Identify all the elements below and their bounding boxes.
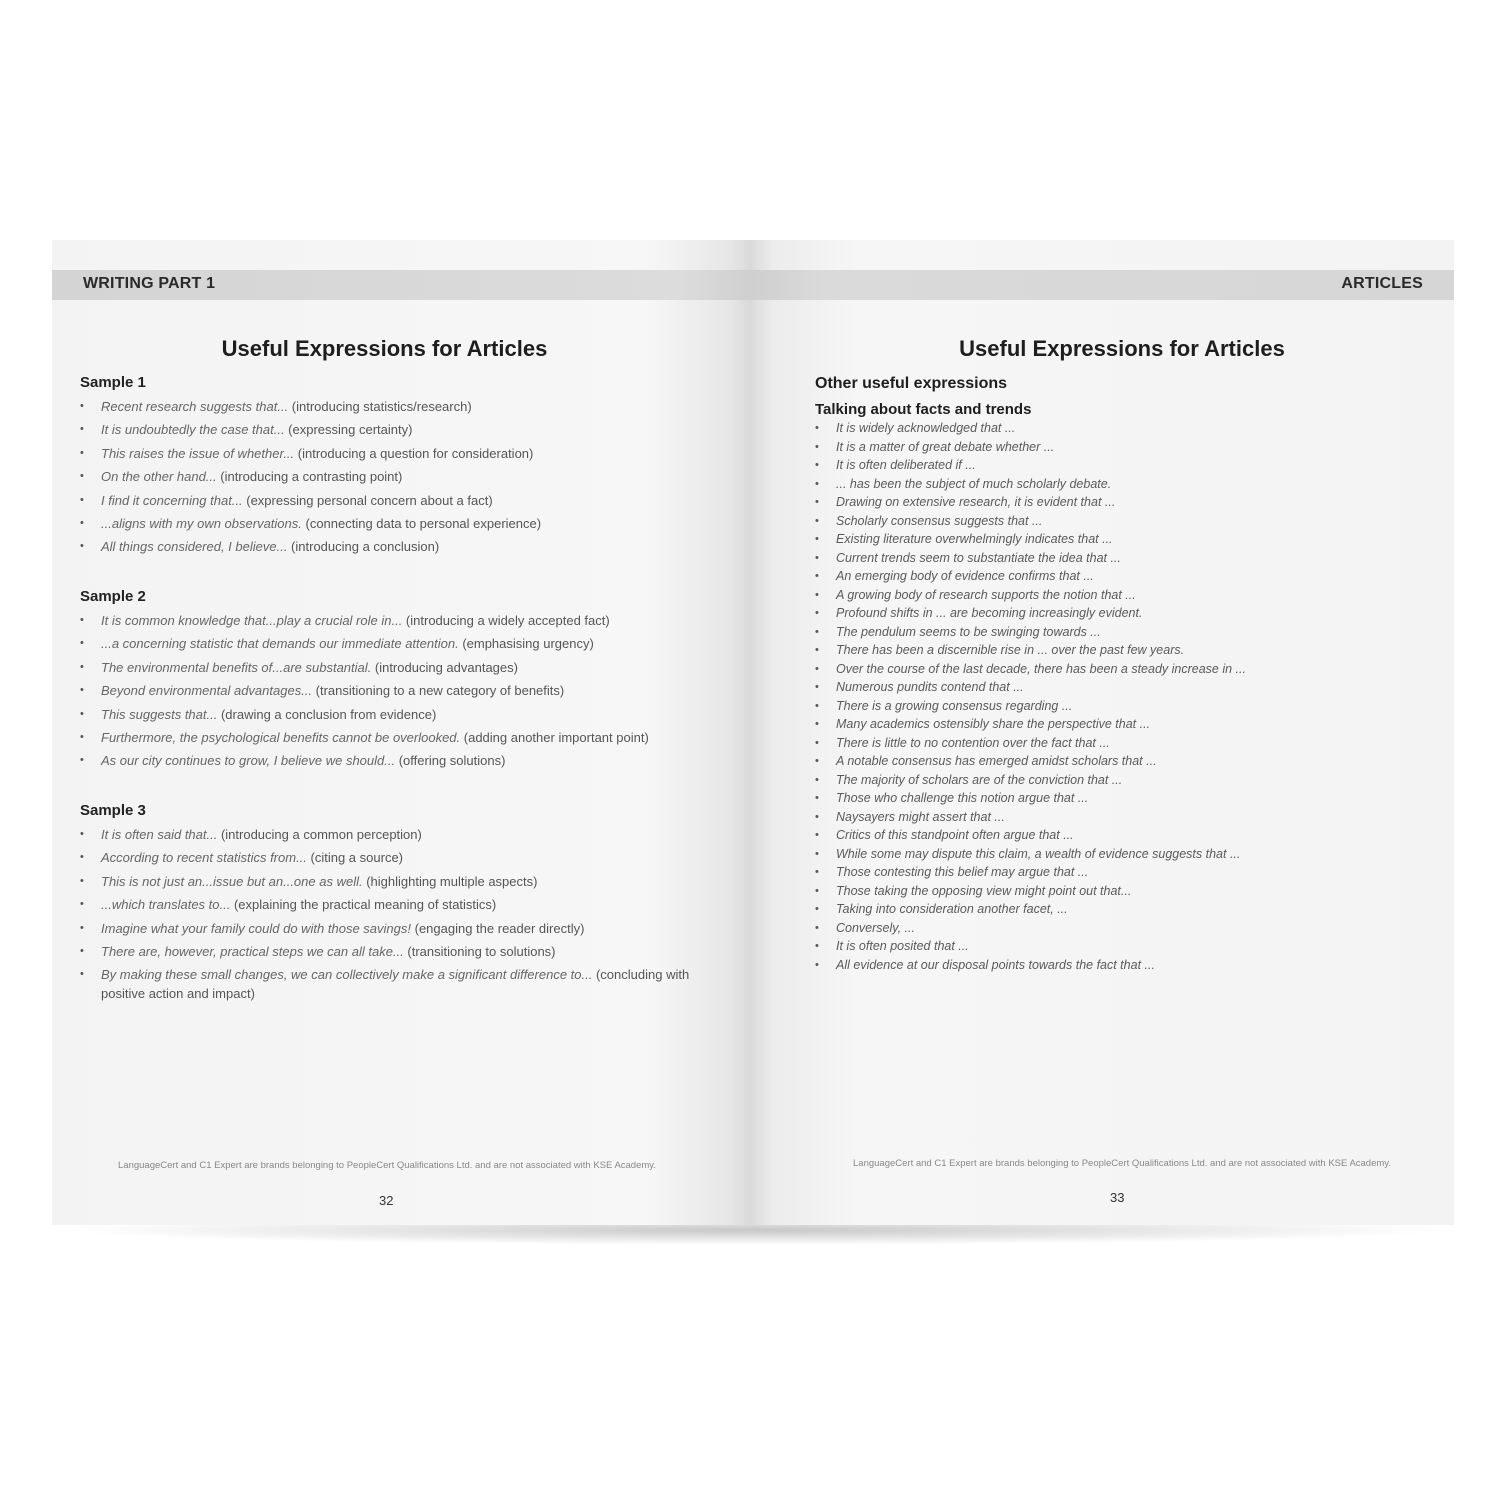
expression-phrase: Beyond environmental advantages... [101,683,313,699]
bullet-icon: • [815,755,819,767]
expression-note: (introducing a question for consideration) [294,445,534,461]
expression-text: Naysayers might assert that ... [836,809,1005,824]
expression-phrase: It is undoubtedly the case that... [101,422,285,438]
bullet-icon: • [815,773,819,786]
expression-group [815,789,1415,900]
bullet-icon: • [815,551,819,564]
list-item [815,771,1415,790]
expression-group [815,419,1415,549]
bullet-icon: • [80,707,84,720]
section-header: ARTICLES [1341,275,1423,292]
expression-text: There is a growing consensus regarding ... [836,698,1073,713]
expression-text: An emerging body of evidence confirms that ... [836,569,1094,583]
list-item [815,475,1415,494]
sample-heading: Sample 3 [80,802,146,819]
expression-note: (concluding with positive action and impact) [101,967,690,1002]
bullet-icon: • [80,516,84,529]
list-item [815,826,1415,845]
bullet-icon: • [815,681,819,693]
expression-note: (introducing advantages) [371,659,518,675]
expression-text: Those contesting this belief may argue that ... [836,865,1089,879]
expression-phrase: As our city continues to grow, I believe we should... [101,753,396,769]
bullet-icon: • [815,570,819,582]
list-item [80,420,720,439]
expression-phrase: Furthermore, the psychological benefits cannot be overlooked. [101,729,461,745]
bullet-icon: • [80,921,84,934]
list-item [80,942,720,961]
list-item [815,900,1415,919]
expression-text: Over the course of the last decade, there has been a steady increase in ... [836,661,1246,676]
expression-phrase: Imagine what your family could do with those savings! [101,920,411,936]
list-item [80,444,720,463]
list-item [815,456,1415,475]
expression-text: The pendulum seems to be swinging towards ... [836,624,1101,639]
expression-text: Those who challenge this notion argue that ... [836,791,1089,805]
section-heading: Talking about facts and trends [815,401,1032,418]
bullet-icon: • [80,660,84,673]
expression-phrase: All things considered, I believe... [101,539,288,555]
subtitle: Other useful expressions [815,375,1008,392]
footer-disclaimer: LanguageCert and C1 Expert are brands belonging to PeopleCert Qualifications Ltd. and are not associated with KSE Academy. [118,1160,656,1171]
bullet-icon: • [815,477,819,490]
bullet-icon: • [80,423,84,436]
list-item [815,845,1415,864]
expression-phrase: It is common knowledge that...play a crucial role in... [101,613,403,628]
list-item [815,623,1415,642]
list-item [80,491,720,510]
expression-phrase: The environmental benefits of...are substantial. [101,659,372,675]
footer-disclaimer: LanguageCert and C1 Expert are brands belonging to PeopleCert Qualifications Ltd. and are not associated with KSE Academy. [853,1158,1391,1169]
bullet-icon: • [815,884,819,897]
expression-phrase: This suggests that... [101,706,218,722]
list-item [80,705,720,724]
expression-groups [815,419,1415,974]
bullet-icon: • [80,968,84,981]
expression-text: All evidence at our disposal points towards the fact that ... [836,957,1155,972]
bullet-icon: • [815,810,819,823]
sample-2-block [80,588,720,775]
bullet-icon: • [80,493,84,506]
expression-phrase: By making these small changes, we can collectively make a significant difference to... [101,967,593,983]
bullet-icon: • [815,718,819,730]
expression-phrase: According to recent statistics from... [101,850,307,866]
page-title: Useful Expressions for Articles [959,336,1285,361]
expression-text: Conversely, ... [836,920,915,935]
list-item [815,715,1415,734]
list-item [815,419,1415,438]
list-item [80,848,720,867]
list-item [80,728,720,747]
bullet-icon: • [80,684,84,697]
bullet-icon: • [815,440,819,453]
expression-phrase: I find it concerning that... [101,492,243,508]
list-item [80,514,720,533]
list-item [815,660,1415,679]
expression-text: The majority of scholars are of the conviction that ... [836,772,1123,787]
list-item [815,438,1415,457]
expression-note: (transitioning to a new category of benefits) [312,683,565,699]
bullet-icon: • [815,940,819,952]
list-item [815,678,1415,697]
bullet-icon: • [80,540,84,553]
expression-phrase: ...a concerning statistic that demands our immediate attention. [101,636,459,652]
bullet-icon: • [815,958,819,971]
sample-3-block [80,802,720,1008]
expression-list [80,397,720,556]
expression-phrase: This raises the issue of whether... [101,445,295,461]
bullet-icon: • [815,514,819,527]
expression-note: (citing a source) [306,850,403,866]
bullet-icon: • [815,829,819,841]
expressions-section [815,375,1415,974]
bullet-icon: • [815,625,819,638]
list-item [80,825,720,844]
list-item [80,634,720,653]
list-item [80,537,720,556]
expression-text: Critics of this standpoint often argue that ... [836,828,1074,842]
expression-text: It is widely acknowledged that ... [836,421,1016,435]
expression-text: Existing literature overwhelmingly indicates that ... [836,532,1113,546]
bullet-icon: • [80,637,84,650]
bullet-icon: • [815,459,819,471]
list-item [815,604,1415,623]
bullet-icon: • [80,944,84,957]
bullet-icon: • [815,496,819,508]
bullet-icon: • [80,400,84,412]
bullet-icon: • [815,792,819,804]
list-item [80,872,720,891]
expression-note: (transitioning to solutions) [403,943,556,959]
expression-list [80,611,720,770]
bullet-icon: • [815,736,819,749]
list-item [80,895,720,914]
expression-text: A notable consensus has emerged amidst scholars that ... [836,754,1157,768]
expression-text: ... has been the subject of much scholarly debate. [836,476,1112,491]
expression-list [80,825,720,1003]
bullet-icon: • [815,847,819,860]
expression-text: Scholarly consensus suggests that ... [836,513,1043,528]
expression-group [815,900,1415,974]
sample-1-block [80,374,720,561]
expression-note: (engaging the reader directly) [411,920,585,936]
expression-phrase: ...aligns with my own observations. [101,515,302,531]
list-item [815,567,1415,586]
page-title: Useful Expressions for Articles [221,336,548,361]
expression-text: There is little to no contention over the fact that ... [836,735,1110,750]
bullet-icon: • [80,614,84,626]
expression-text: Those taking the opposing view might point out that... [836,883,1132,898]
list-item [815,919,1415,938]
expression-text: Profound shifts in ... are becoming increasingly evident. [836,606,1143,620]
bullet-icon: • [815,422,819,434]
sample-heading: Sample 1 [80,374,146,391]
left-page [52,240,752,1225]
bullet-icon: • [80,730,84,743]
list-item [815,549,1415,568]
expression-note: (highlighting multiple aspects) [362,873,538,889]
list-item [815,752,1415,771]
list-item [815,937,1415,956]
list-item [815,697,1415,716]
list-item [815,882,1415,901]
list-item [815,789,1415,808]
list-item [815,641,1415,660]
list-item [815,808,1415,827]
bullet-icon: • [815,699,819,712]
expression-group [815,549,1415,679]
expression-phrase: It is often said that... [101,827,218,842]
expression-text: Drawing on extensive research, it is evident that ... [836,495,1116,509]
expression-text: It is often posited that ... [836,939,969,953]
expression-text: Taking into consideration another facet, ... [836,902,1068,916]
sample-heading: Sample 2 [80,588,146,605]
section-header: WRITING PART 1 [83,275,216,292]
expression-note: (explaining the practical meaning of statistics) [230,897,497,913]
right-page [752,240,1454,1225]
bullet-icon: • [80,874,84,887]
page-number: 32 [379,1193,394,1208]
expression-note: (drawing a conclusion from evidence) [217,706,437,722]
expression-phrase: On the other hand... [101,469,217,485]
list-item [815,956,1415,975]
list-item [80,611,720,630]
expression-note: (introducing a widely accepted fact) [402,613,610,628]
expression-text: A growing body of research supports the notion that ... [836,587,1136,602]
list-item [815,512,1415,531]
expression-text: Numerous pundits contend that ... [836,680,1024,694]
bullet-icon: • [815,533,819,545]
list-item [815,493,1415,512]
list-item [80,681,720,700]
list-item [815,863,1415,882]
bullet-icon: • [80,470,84,483]
list-item [815,530,1415,549]
list-item [80,919,720,938]
list-item [80,965,720,1003]
expression-text: It is a matter of great debate whether ... [836,439,1055,454]
expression-note: (adding another important point) [460,729,649,745]
expression-note: (expressing personal concern about a fact) [242,492,493,508]
bullet-icon: • [80,851,84,864]
expression-text: Current trends seem to substantiate the idea that ... [836,550,1121,565]
list-item [80,397,720,416]
bullet-icon: • [815,662,819,675]
bullet-icon: • [80,446,84,459]
expression-phrase: There are, however, practical steps we can all take... [101,943,404,959]
list-item [80,467,720,486]
bullet-icon: • [815,588,819,601]
expression-note: (introducing a contrasting point) [216,469,403,485]
expression-text: Many academics ostensibly share the perspective that ... [836,717,1151,731]
expression-text: While some may dispute this claim, a wealth of evidence suggests that ... [836,846,1241,861]
bullet-icon: • [80,828,84,840]
expression-phrase: ...which translates to... [101,897,231,913]
expression-phrase: Recent research suggests that... [101,399,289,414]
expression-note: (offering solutions) [395,753,506,769]
expression-note: (introducing a conclusion) [287,539,440,555]
bullet-icon: • [80,754,84,767]
bullet-icon: • [815,866,819,878]
bullet-icon: • [80,898,84,911]
list-item [80,658,720,677]
expression-note: (emphasising urgency) [458,636,594,652]
bullet-icon: • [815,644,819,656]
expression-note: (introducing statistics/research) [288,399,472,414]
bullet-icon: • [815,607,819,619]
expression-note: (connecting data to personal experience) [301,515,542,531]
expression-text: It is often deliberated if ... [836,458,976,472]
page-number: 33 [1110,1190,1125,1205]
expression-note: (expressing certainty) [284,422,413,438]
list-item [815,586,1415,605]
expression-note: (introducing a common perception) [217,827,422,842]
list-item [80,751,720,770]
bullet-icon: • [815,921,819,934]
expression-text: There has been a discernible rise in ... over the past few years. [836,643,1185,657]
bullet-icon: • [815,903,819,915]
expression-group [815,678,1415,789]
list-item [815,734,1415,753]
expression-phrase: This is not just an...issue but an...one as well. [101,873,363,889]
